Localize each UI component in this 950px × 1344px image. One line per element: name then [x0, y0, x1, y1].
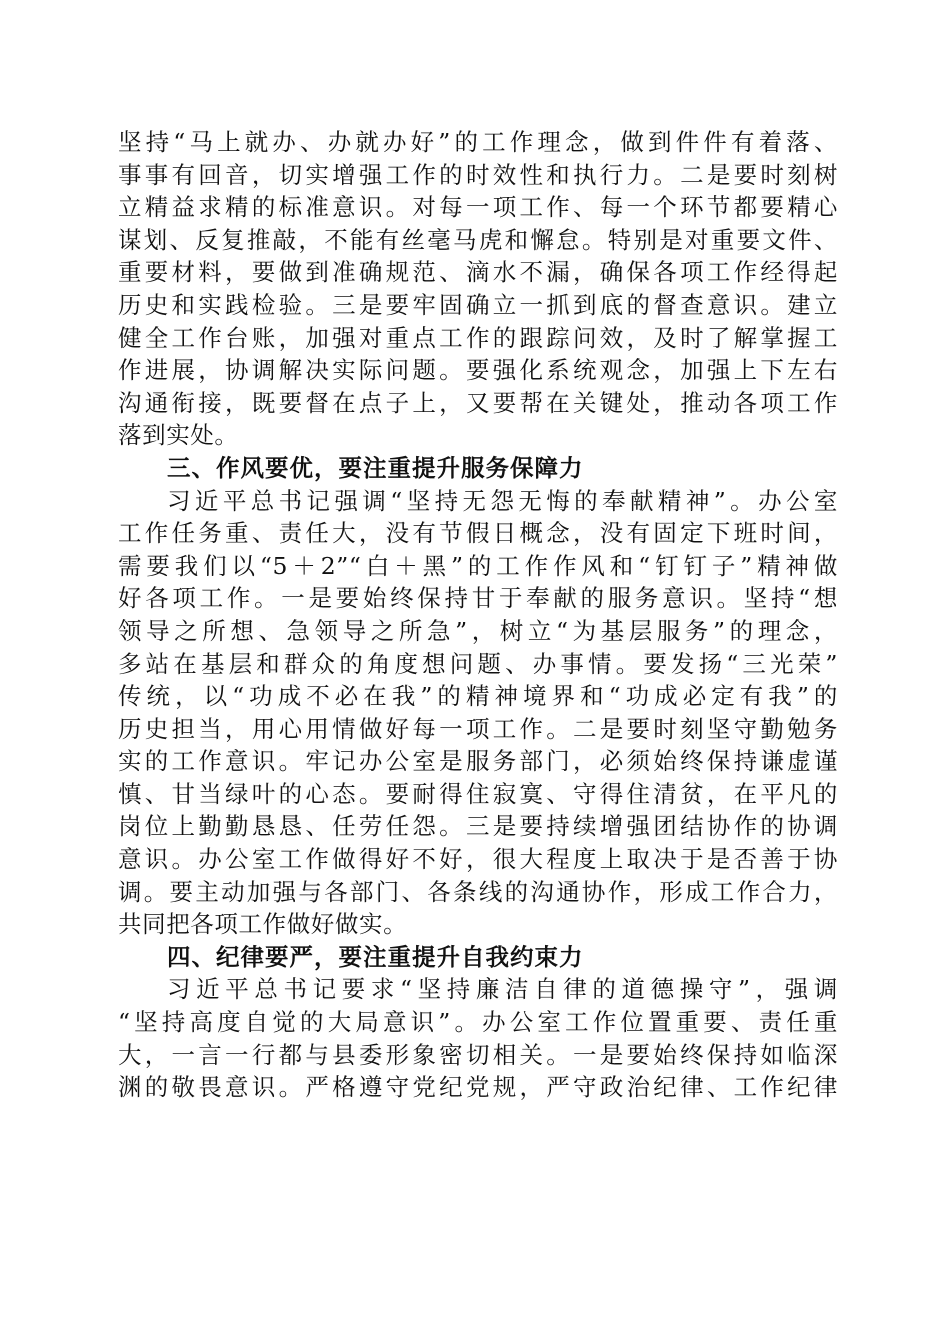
text-line: 岗位上勤勤恳恳、任劳任怨。三是要持续增强团结协作的协调	[118, 812, 838, 841]
text-line: 习近平总书记强调“坚持无怨无悔的奉献精神”。办公室	[167, 486, 838, 515]
text-line: 事事有回音，切实增强工作的时效性和执行力。二是要时刻树	[118, 160, 838, 189]
text-line: 坚持“马上就办、办就办好”的工作理念，做到件件有着落、	[118, 128, 838, 156]
paragraph-3	[118, 973, 838, 1103]
text-line: 重要材料，要做到准确规范、滴水不漏，确保各项工作经得起	[118, 258, 838, 287]
text-line: 立精益求精的标准意识。对每一项工作、每一个环节都要精心	[118, 193, 838, 222]
text-line: 渊的敬畏意识。严格遵守党纪党规，严守政治纪律、工作纪律	[118, 1073, 838, 1102]
text-line: 工作任务重、责任大，没有节假日概念，没有固定下班时间，	[118, 519, 838, 548]
text-line: “坚持高度自觉的大局意识”。办公室工作位置重要、责任重	[118, 1008, 838, 1037]
text-line: 实的工作意识。牢记办公室是服务部门，必须始终保持谦虚谨	[118, 747, 838, 776]
text-line: 大，一言一行都与县委形象密切相关。一是要始终保持如临深	[118, 1040, 838, 1069]
text-line: 慎、甘当绿叶的心态。要耐得住寂寞、守得住清贫，在平凡的	[118, 779, 838, 808]
text-line: 传统，以“功成不必在我”的精神境界和“功成必定有我”的	[118, 682, 838, 711]
section-heading-4: 四、纪律要严，要注重提升自我约束力	[167, 942, 584, 971]
document-body	[118, 126, 838, 1104]
paragraph-1	[118, 126, 838, 452]
paragraph-2	[118, 485, 838, 941]
text-line: 调。要主动加强与各部门、各条线的沟通协作，形成工作合力，	[118, 877, 838, 906]
text-line: 健全工作台账，加强对重点工作的跟踪问效，及时了解掌握工	[118, 323, 838, 352]
text-line: 落到实处。	[118, 421, 239, 450]
text-line: 谋划、反复推敲，不能有丝毫马虎和懈怠。特别是对重要文件、	[118, 225, 838, 254]
text-line: 意识。办公室工作做得好不好，很大程度上取决于是否善于协	[118, 845, 838, 874]
text-line: 共同把各项工作做好做实。	[118, 910, 408, 939]
text-line: 需要我们以“5＋2”“白＋黑”的工作作风和“钉钉子”精神做	[118, 551, 838, 580]
text-line: 沟通衔接，既要督在点子上，又要帮在关键处，推动各项工作	[118, 388, 838, 417]
section-heading-3: 三、作风要优，要注重提升服务保障力	[167, 453, 584, 482]
text-line: 好各项工作。一是要始终保持甘于奉献的服务意识。坚持“想	[118, 584, 838, 613]
text-line: 历史和实践检验。三是要牢固确立一抓到底的督查意识。建立	[118, 290, 838, 319]
text-line: 作进展，协调解决实际问题。要强化系统观念，加强上下左右	[118, 356, 838, 385]
text-line: 历史担当，用心用情做好每一项工作。二是要时刻坚守勤勉务	[118, 714, 838, 743]
text-line: 领导之所想、急领导之所急”，树立“为基层服务”的理念，	[118, 616, 838, 645]
text-line: 习近平总书记要求“坚持廉洁自律的道德操守”，强调	[167, 975, 838, 1004]
text-line: 多站在基层和群众的角度想问题、办事情。要发扬“三光荣”	[118, 649, 838, 678]
